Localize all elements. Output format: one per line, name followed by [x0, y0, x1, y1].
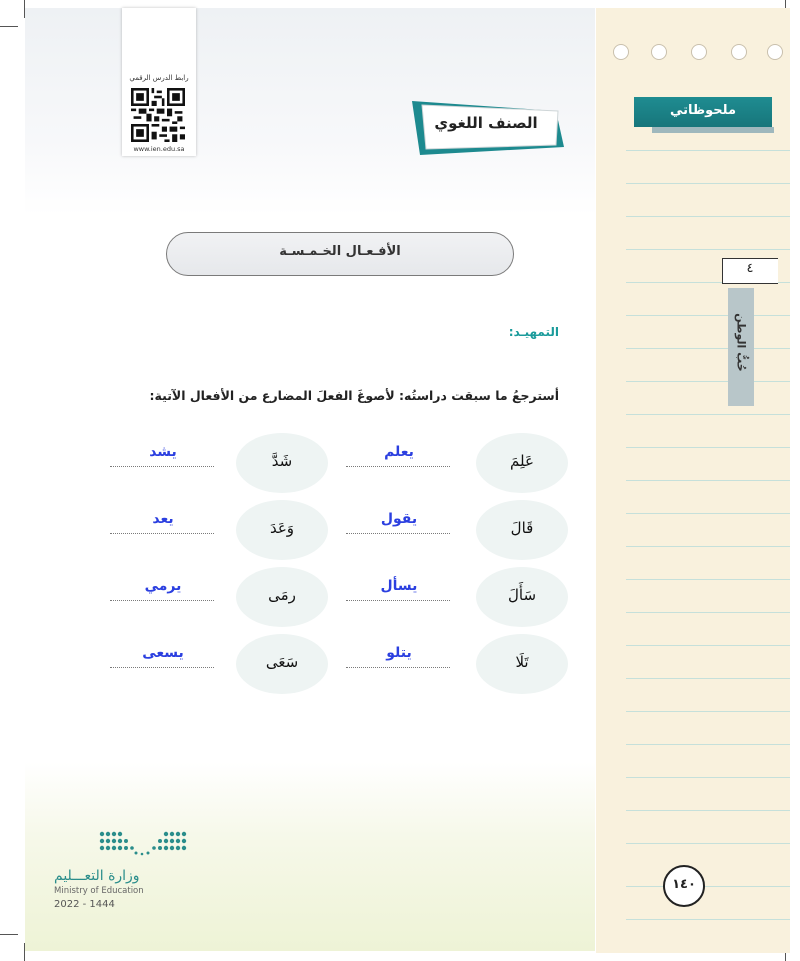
past-verb: قَالَ: [510, 519, 534, 537]
binder-hole-icon: [651, 44, 667, 60]
unit-number: ٤: [746, 261, 754, 276]
binder-hole-icon: [613, 44, 629, 60]
intro-heading: التمهيـد:: [508, 325, 559, 339]
qr-url[interactable]: www.ien.edu.sa: [133, 145, 185, 153]
note-line: [626, 744, 790, 745]
answer-line: [110, 667, 214, 668]
past-verb: رمَى: [268, 586, 296, 604]
note-line: [626, 612, 790, 613]
note-line: [626, 843, 790, 844]
crop-mark: [0, 26, 18, 27]
note-line: [626, 183, 790, 184]
binder-hole-icon: [691, 44, 707, 60]
answer-present-verb[interactable]: يتلو: [386, 645, 412, 661]
note-line: [626, 777, 790, 778]
note-line: [626, 886, 790, 887]
unit-name: حُبُّ الوطن: [734, 313, 748, 372]
answer-present-verb[interactable]: يرمي: [144, 578, 182, 594]
answer-present-verb[interactable]: يسعى: [142, 645, 184, 661]
note-line: [626, 249, 790, 250]
notes-tab-shadow: [652, 127, 774, 133]
answer-line: [346, 600, 450, 601]
past-verb: سَعَى: [265, 653, 299, 671]
qr-code-icon: [131, 88, 185, 142]
page-number: ١٤٠: [672, 877, 696, 892]
past-verb: عَلِمَ: [510, 452, 534, 470]
note-line: [626, 414, 790, 415]
note-line: [626, 546, 790, 547]
past-verb: شَدَّ: [271, 452, 293, 470]
note-line: [626, 678, 790, 679]
answer-present-verb[interactable]: يعلم: [384, 444, 414, 460]
answer-present-verb[interactable]: يشد: [149, 444, 177, 460]
note-line: [626, 810, 790, 811]
note-line: [626, 513, 790, 514]
note-line: [626, 447, 790, 448]
note-line: [626, 216, 790, 217]
answer-present-verb[interactable]: يقول: [380, 511, 418, 527]
note-line: [626, 579, 790, 580]
note-line: [626, 711, 790, 712]
answer-line: [346, 667, 450, 668]
answer-line: [110, 466, 214, 467]
notes-title: ملحوظاتي: [669, 103, 737, 118]
note-line: [626, 645, 790, 646]
edition-year: 2022 - 1444: [54, 899, 115, 910]
answer-present-verb[interactable]: يسأل: [380, 578, 418, 594]
section-title: الصنف اللغوي: [434, 114, 538, 132]
lesson-title: الأفـعـال الخـمـسـة: [279, 244, 401, 259]
answer-line: [346, 533, 450, 534]
binder-hole-icon: [731, 44, 747, 60]
past-verb: سَأَلَ: [507, 586, 537, 604]
answer-present-verb[interactable]: يعد: [152, 511, 174, 527]
answer-line: [110, 533, 214, 534]
note-line: [626, 315, 790, 316]
answer-line: [346, 466, 450, 467]
ministry-name-ar: وزارة التعـــليم: [54, 868, 140, 884]
past-verb: وَعَدَ: [269, 519, 295, 537]
crop-mark: [0, 934, 18, 935]
note-line: [626, 348, 790, 349]
ministry-logo-icon: [96, 826, 192, 860]
qr-card[interactable]: [122, 8, 196, 156]
past-verb: تَلَا: [515, 653, 529, 671]
note-line: [626, 381, 790, 382]
ministry-name-en: Ministry of Education: [54, 886, 144, 896]
note-line: [626, 480, 790, 481]
instruction-text: أسترجعُ ما سبقت دراستُه: لأصوغَ الفعلَ المضارع من الأفعال الآتية:: [149, 388, 559, 403]
binder-hole-icon: [767, 44, 783, 60]
note-line: [626, 150, 790, 151]
note-line: [626, 919, 790, 920]
qr-label: رابط الدرس الرقمي: [129, 74, 189, 82]
answer-line: [110, 600, 214, 601]
